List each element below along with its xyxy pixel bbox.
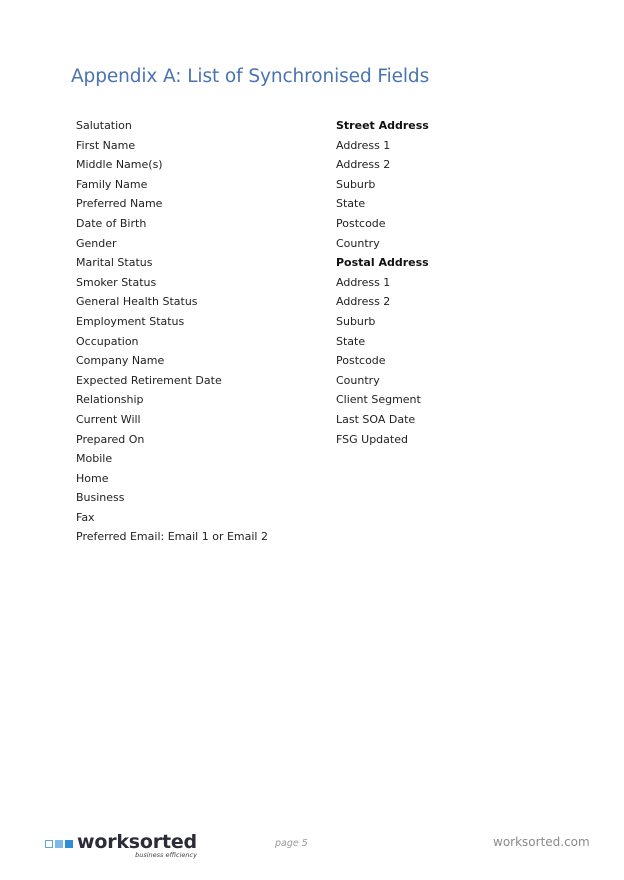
field-item: Fax — [76, 510, 95, 524]
logo-square-outline — [45, 840, 53, 848]
field-item: Marital Status — [76, 256, 153, 270]
logo-square-light — [55, 840, 63, 848]
field-item: Preferred Name — [76, 197, 163, 211]
section-heading-postal-address: Postal Address — [336, 256, 429, 270]
field-item: Business — [76, 491, 125, 505]
field-item: Current Will — [76, 412, 141, 426]
field-item: Address 2 — [336, 295, 391, 309]
field-item: Home — [76, 471, 109, 485]
field-item: General Health Status — [76, 295, 198, 309]
field-item: Last SOA Date — [336, 412, 416, 426]
field-item: FSG Updated — [336, 432, 408, 446]
field-item: Mobile — [76, 452, 113, 466]
three-squares-icon — [45, 840, 73, 848]
field-item: Relationship — [76, 393, 144, 407]
field-item: Date of Birth — [76, 216, 147, 230]
field-item: Family Name — [76, 177, 148, 191]
synchronised-fields-right-column — [336, 116, 429, 449]
field-item: Gender — [76, 236, 117, 250]
worksorted-logo — [45, 832, 197, 859]
field-item: Preferred Email: Email 1 or Email 2 — [76, 530, 268, 544]
field-item: First Name — [76, 138, 136, 152]
logo-wordmark — [77, 832, 197, 859]
field-item: Prepared On — [76, 432, 145, 446]
logo-name: worksorted — [77, 831, 197, 853]
field-item: Postcode — [336, 354, 386, 368]
field-item: State — [336, 334, 366, 348]
field-item: Address 1 — [336, 275, 391, 289]
field-item: Company Name — [76, 354, 165, 368]
field-item: State — [336, 197, 366, 211]
field-item: Middle Name(s) — [76, 158, 163, 172]
field-item: Suburb — [336, 314, 376, 328]
logo-tagline: business efficiency — [135, 851, 197, 859]
field-item: Address 1 — [336, 138, 391, 152]
field-item: Postcode — [336, 216, 386, 230]
field-item: Occupation — [76, 334, 139, 348]
page-title: Appendix A: List of Synchronised Fields — [71, 66, 430, 87]
page-number: page 5 — [275, 838, 308, 849]
field-item: Client Segment — [336, 393, 421, 407]
field-item: Employment Status — [76, 314, 185, 328]
field-item: Suburb — [336, 177, 376, 191]
field-item: Country — [336, 373, 380, 387]
field-item: Salutation — [76, 119, 132, 132]
website-url: worksorted.com — [493, 835, 590, 849]
section-heading-street-address: Street Address — [336, 119, 429, 132]
field-item: Expected Retirement Date — [76, 373, 222, 387]
field-item: Address 2 — [336, 158, 391, 172]
field-item: Country — [336, 236, 380, 250]
logo-square-dark — [65, 840, 73, 848]
synchronised-fields-left-column — [76, 116, 268, 547]
field-item: Smoker Status — [76, 275, 157, 289]
